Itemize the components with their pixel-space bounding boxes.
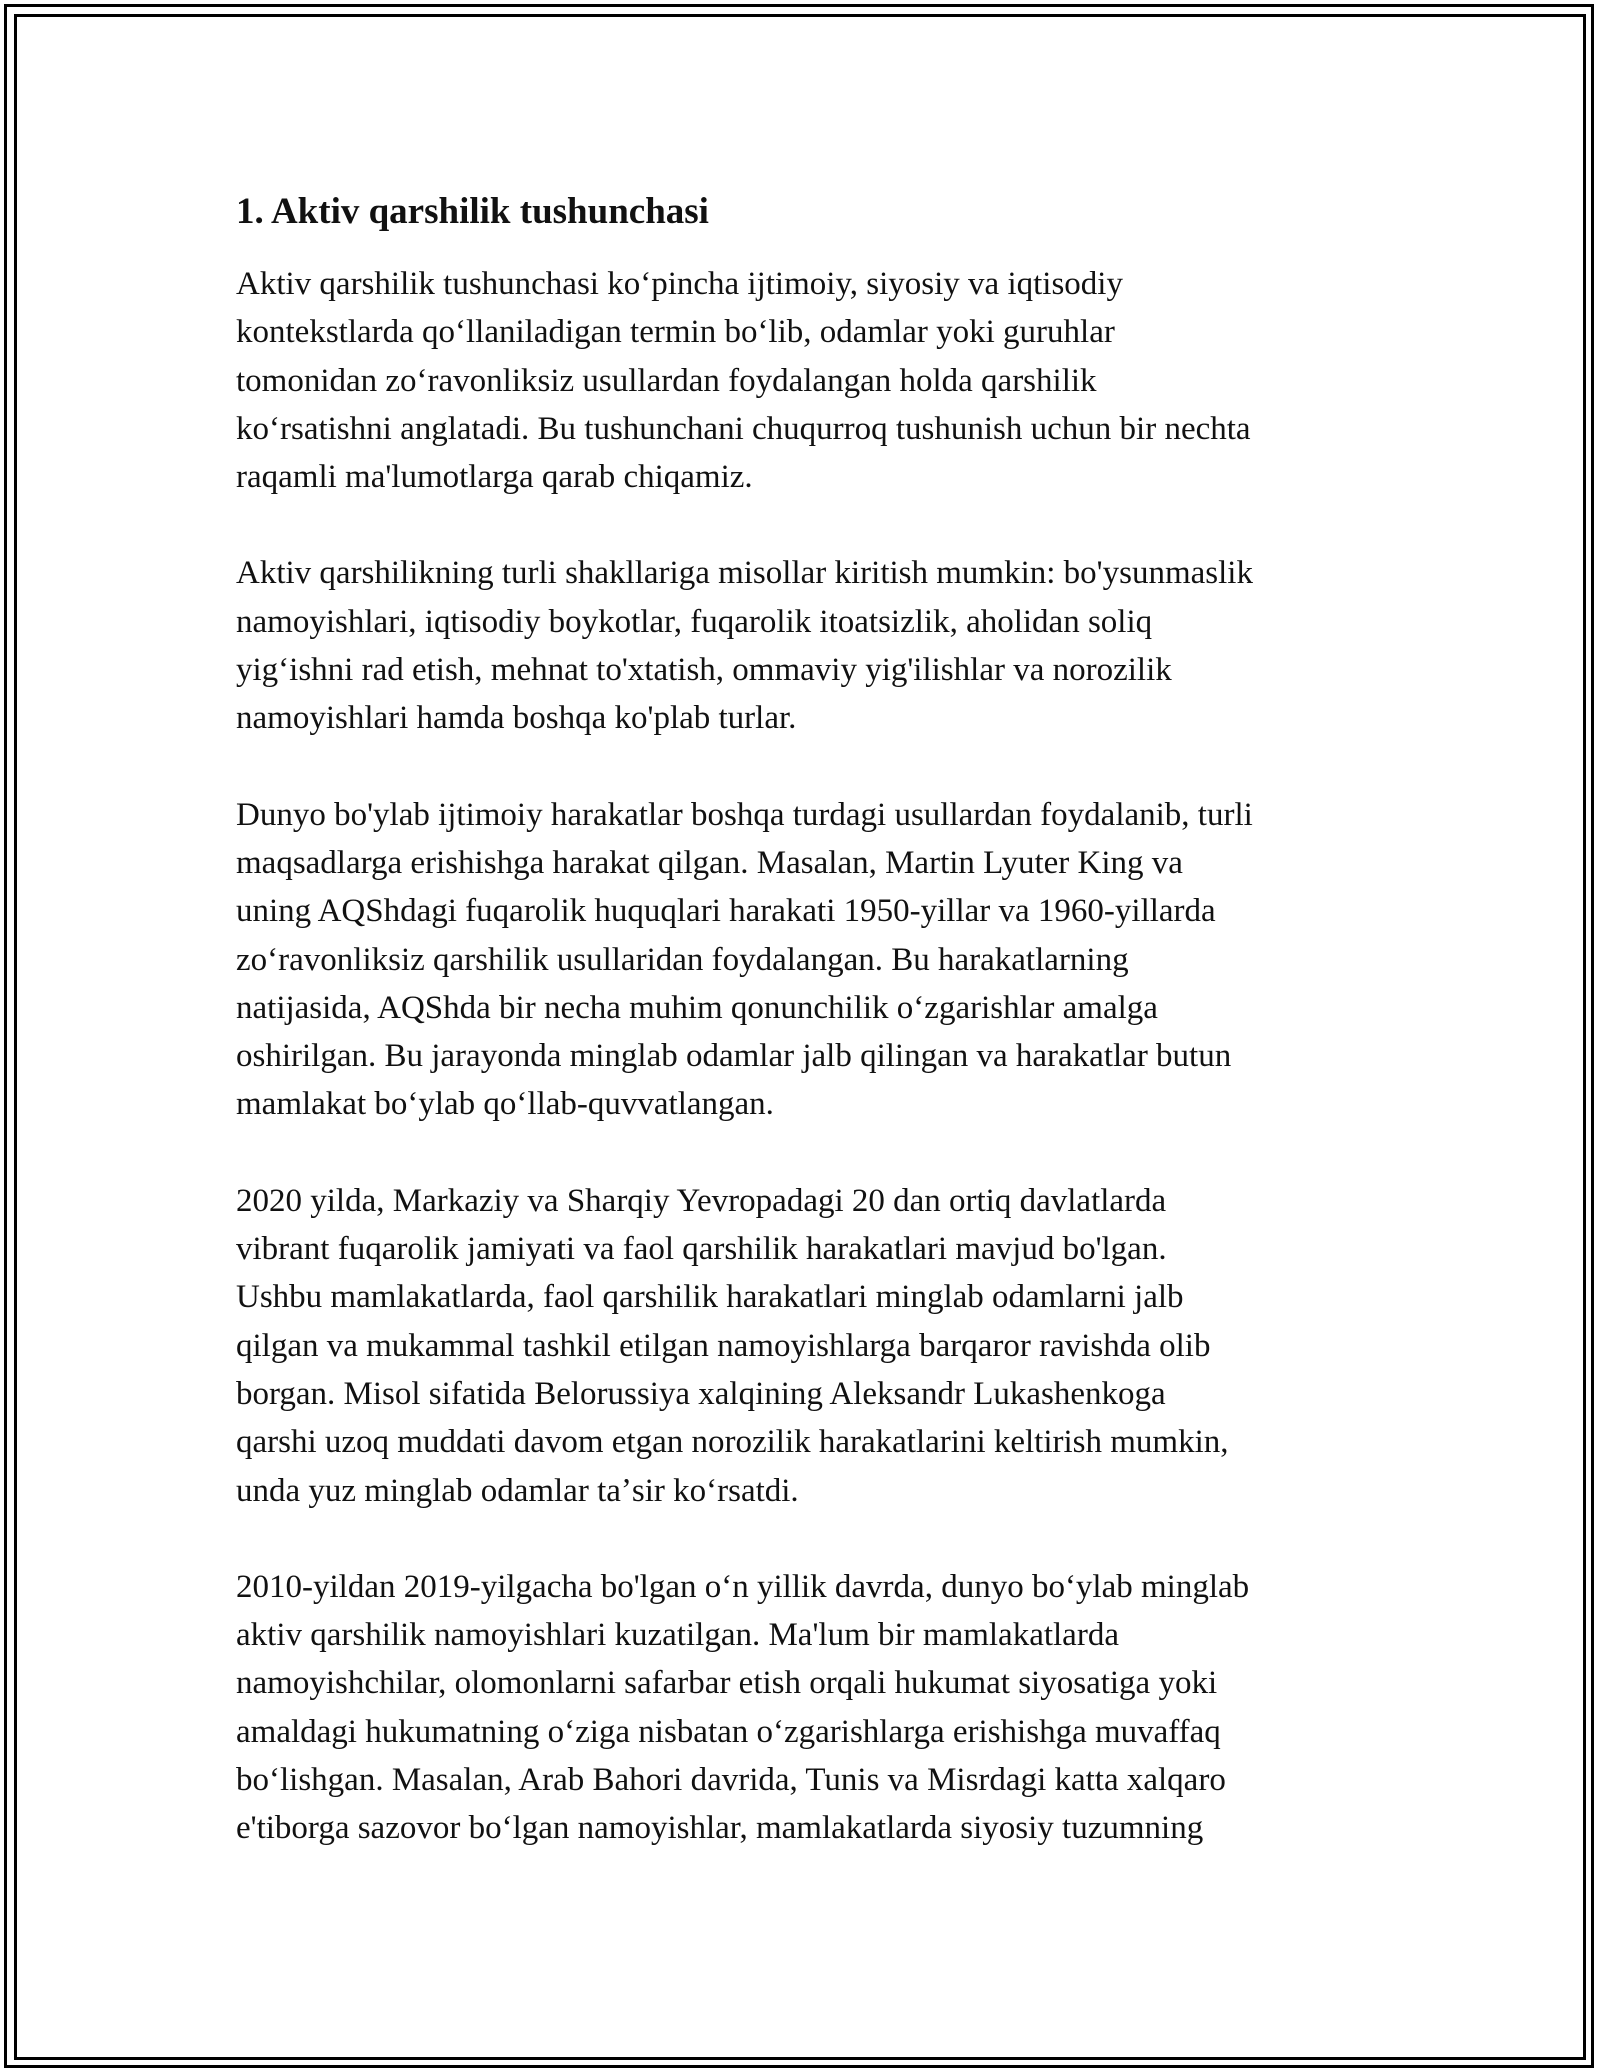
text-line: 2010-yildan 2019-yilgacha bo'lgan oʻn yillik davrda, dunyo boʻylab minglab bbox=[236, 1568, 1250, 1605]
text-line: kontekstlarda qoʻllaniladigan termin boʻlib, odamlar yoki guruhlar bbox=[236, 314, 1115, 351]
text-line: namoyishchilar, olomonlarni safarbar etish orqali hukumat siyosatiga yoki bbox=[236, 1665, 1218, 1702]
text-line: e'tiborga sazovor boʻlgan namoyishlar, mamlakatlarda siyosiy tuzumning bbox=[236, 1810, 1204, 1847]
text-line: unda yuz minglab odamlar taʼsir koʻrsatdi. bbox=[236, 1472, 799, 1509]
text-line: qarshi uzoq muddati davom etgan norozilik harakatlarini keltirish mumkin, bbox=[236, 1424, 1229, 1461]
text-line: aktiv qarshilik namoyishlari kuzatilgan. Ma'lum bir mamlakatlarda bbox=[236, 1617, 1119, 1654]
text-line: namoyishlari hamda boshqa ko'plab turlar. bbox=[236, 700, 797, 737]
paragraph-4 bbox=[236, 1177, 1396, 1515]
text-line: uning AQShdagi fuqarolik huquqlari harakati 1950-yillar va 1960-yillarda bbox=[236, 893, 1216, 930]
text-line: tomonidan zoʻravonliksiz usullardan foydalangan holda qarshilik bbox=[236, 362, 1097, 399]
text-line: mamlakat boʻylab qoʻllab-quvvatlangan. bbox=[236, 1086, 774, 1123]
paragraph-3 bbox=[236, 791, 1396, 1129]
text-line: yigʻishni rad etish, mehnat to'xtatish, ommaviy yig'ilishlar va norozilik bbox=[236, 652, 1172, 689]
text-line: 2020 yilda, Markaziy va Sharqiy Yevropadagi 20 dan ortiq davlatlarda bbox=[236, 1182, 1167, 1219]
text-line: boʻlishgan. Masalan, Arab Bahori davrida, Tunis va Misrdagi katta xalqaro bbox=[236, 1762, 1226, 1799]
text-line: natijasida, AQShda bir necha muhim qonunchilik oʻzgarishlar amalga bbox=[236, 989, 1158, 1026]
text-line: Aktiv qarshilik tushunchasi koʻpincha ijtimoiy, siyosiy va iqtisodiy bbox=[236, 266, 1123, 302]
text-line: vibrant fuqarolik jamiyati va faol qarshilik harakatlari mavjud bo'lgan. bbox=[236, 1231, 1167, 1268]
text-line: amaldagi hukumatning oʻziga nisbatan oʻzgarishlarga erishishga muvaffaq bbox=[236, 1713, 1221, 1750]
text-line: borgan. Misol sifatida Belorussiya xalqining Aleksandr Lukashenkoga bbox=[236, 1375, 1166, 1412]
text-line: namoyishlari, iqtisodiy boykotlar, fuqarolik itoatsizlik, aholidan soliq bbox=[236, 603, 1153, 640]
paragraph-1 bbox=[236, 260, 1396, 501]
text-line: oshirilgan. Bu jarayonda minglab odamlar jalb qilingan va harakatlar butun bbox=[236, 1038, 1232, 1075]
text-line: Aktiv qarshilikning turli shakllariga misollar kiritish mumkin: bo'ysunmaslik bbox=[236, 555, 1253, 592]
text-line: maqsadlarga erishishga harakat qilgan. Masalan, Martin Lyuter King va bbox=[236, 844, 1183, 881]
paragraph-2 bbox=[236, 549, 1396, 742]
text-line: zoʻravonliksiz qarshilik usullaridan foydalangan. Bu harakatlarning bbox=[236, 941, 1129, 978]
text-line: raqamli ma'lumotlarga qarab chiqamiz. bbox=[236, 459, 753, 496]
text-line: Ushbu mamlakatlarda, faol qarshilik harakatlari minglab odamlarni jalb bbox=[236, 1279, 1184, 1316]
document-body bbox=[236, 186, 1396, 1901]
text-line: qilgan va mukammal tashkil etilgan namoyishlarga barqaror ravishda olib bbox=[236, 1327, 1211, 1364]
text-line: koʻrsatishni anglatadi. Bu tushunchani chuqurroq tushunish uchun bir nechta bbox=[236, 410, 1251, 447]
text-line: Dunyo bo'ylab ijtimoiy harakatlar boshqa turdagi usullardan foydalanib, turli bbox=[236, 796, 1253, 833]
paragraph-5 bbox=[236, 1563, 1396, 1853]
section-heading: 1. Aktiv qarshilik tushunchasi bbox=[236, 191, 709, 232]
